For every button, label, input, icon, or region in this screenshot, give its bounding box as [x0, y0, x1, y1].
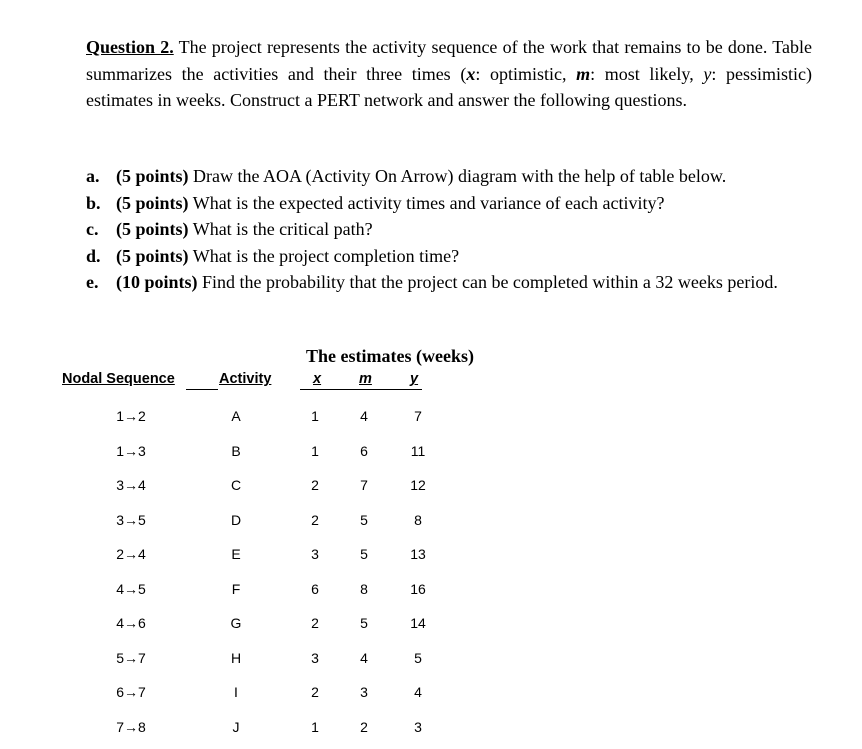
item-label: a. [86, 166, 100, 186]
x-value-cell: 2 [311, 511, 319, 528]
item-text: What is the expected activity times and variance of each activity? [192, 192, 665, 213]
m-value-cell: 3 [360, 684, 368, 700]
question-title: Question 2. [86, 37, 174, 57]
y-value-cell: 3 [414, 718, 422, 735]
x-value-cell: 6 [311, 580, 319, 597]
nodal-sequence-cell: 4→5 [116, 580, 146, 597]
m-value-cell: 5 [360, 615, 368, 631]
question-paragraph [86, 34, 812, 114]
m-value-cell: 4 [360, 408, 368, 424]
x-value-cell: 3 [311, 546, 319, 562]
header-x: x [313, 371, 322, 387]
y-value-cell: 7 [414, 408, 422, 424]
y-value-cell: 5 [414, 649, 422, 666]
nodal-sequence-cell: 5→7 [116, 649, 146, 666]
m-value-cell: 7 [360, 477, 368, 493]
activity-cell: A [231, 408, 241, 424]
item-points: (5 points) [116, 219, 189, 239]
item-text: Draw the AOA (Activity On Arrow) diagram with the help of table below. [193, 166, 727, 186]
header-nodal-sequence: Nodal Sequence [62, 371, 175, 387]
intro-m: m [576, 63, 591, 84]
y-value-cell: 12 [410, 477, 426, 493]
item-text: Find the probability that the project can be completed within a 32 weeks period. [202, 272, 778, 292]
nodal-sequence-cell: 7→8 [116, 718, 146, 735]
activity-cell: H [230, 649, 242, 666]
nodal-sequence-cell: 1→3 [116, 442, 146, 459]
header-underline-segment [186, 389, 218, 390]
nodal-sequence-cell: 6→7 [116, 684, 146, 700]
activity-cell: F [231, 580, 241, 597]
activity-cell: C [230, 477, 242, 493]
item-label: d. [86, 245, 101, 266]
m-value-cell: 6 [360, 442, 368, 459]
m-value-cell: 4 [360, 649, 368, 666]
header-y: y [410, 371, 419, 387]
header-underline-segment [300, 389, 422, 390]
nodal-sequence-cell: 3→5 [116, 511, 146, 528]
activity-cell: G [230, 615, 242, 631]
nodal-sequence-cell: 1→2 [116, 408, 146, 424]
y-value-cell: 11 [410, 442, 426, 459]
item-points: (5 points) [116, 192, 189, 213]
intro-y: y [703, 63, 712, 84]
y-value-cell: 16 [410, 580, 426, 597]
item-points: (5 points) [116, 245, 189, 266]
item-label: c. [86, 219, 99, 239]
m-value-cell: 5 [360, 546, 368, 562]
intro-part-4: : pessimistic) estimates in weeks. Construct a PERT network and answer the following questions. [86, 63, 812, 110]
item-a [86, 163, 812, 190]
x-value-cell: 2 [311, 477, 319, 493]
m-value-cell: 5 [360, 511, 368, 528]
activity-cell: E [231, 546, 241, 562]
header-activity: Activity [219, 371, 272, 387]
intro-part-2: : optimistic, [475, 63, 577, 84]
x-value-cell: 1 [311, 718, 319, 735]
item-text: What is the critical path? [192, 219, 373, 239]
intro-part-3: : most likely, [590, 63, 704, 84]
x-value-cell: 1 [311, 442, 319, 459]
y-value-cell: 4 [414, 684, 422, 700]
item-points: (5 points) [116, 166, 189, 186]
item-label: b. [86, 192, 101, 213]
item-text: What is the project completion time? [192, 245, 460, 266]
activity-cell: I [234, 684, 238, 700]
x-value-cell: 3 [311, 649, 319, 666]
nodal-sequence-cell: 2→4 [116, 546, 146, 562]
item-c [86, 216, 812, 243]
intro-part-1: The project represents the activity sequence of the work that remains to be done. Table summarizes the activities and their three times ( [86, 37, 813, 84]
y-value-cell: 14 [410, 615, 426, 631]
activity-cell: J [232, 718, 240, 735]
item-points: (10 points) [116, 272, 198, 292]
item-b [86, 190, 812, 217]
activity-cell: B [231, 442, 241, 459]
nodal-sequence-cell: 3→4 [116, 477, 146, 493]
x-value-cell: 2 [311, 684, 319, 700]
header-m: m [359, 371, 372, 387]
item-d [86, 243, 812, 270]
intro-x: x [466, 63, 476, 84]
x-value-cell: 1 [311, 408, 319, 424]
x-value-cell: 2 [311, 615, 319, 631]
item-label: e. [86, 272, 99, 292]
estimates-title: The estimates (weeks) [306, 346, 474, 366]
m-value-cell: 2 [360, 718, 368, 735]
item-e [86, 269, 812, 296]
m-value-cell: 8 [360, 580, 368, 597]
y-value-cell: 13 [410, 546, 426, 562]
question-items [86, 163, 812, 296]
activity-cell: D [230, 511, 242, 528]
y-value-cell: 8 [414, 511, 422, 528]
nodal-sequence-cell: 4→6 [116, 615, 146, 631]
